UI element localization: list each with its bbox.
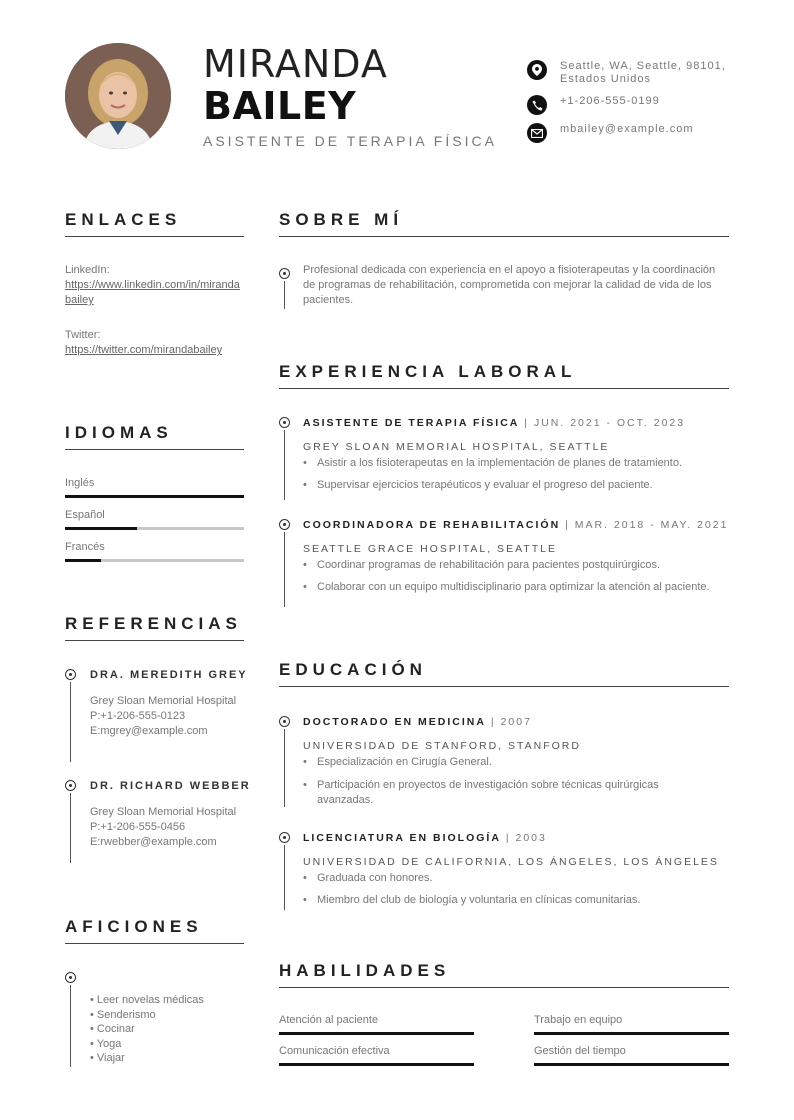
references-heading: REFERENCIAS [65,614,244,641]
timeline-line [70,793,71,863]
language-name: Francés [65,541,105,553]
reference-details [90,694,240,739]
timeline-dot [279,268,290,279]
about-text: Profesional dedicada con experiencia en el apoyo a fisioterapeutas y la coordinación de programas de rehabilitación, comprometida con mejorar la calidad de vida de los pacientes. [303,264,716,306]
reference-phone: P:+1-206-555-0123 [90,710,186,722]
link-label-linkedin: LinkedIn: [65,264,110,276]
skill-item [534,1045,729,1066]
degree-date: | 2007 [485,716,532,728]
education-bullet: • Graduada con honores. [303,871,723,886]
job-org: SEATTLE GRACE HOSPITAL, SEATTLE [303,543,557,555]
first-name: MIRANDA [203,42,388,86]
language-item [65,477,244,498]
reference-details [90,805,240,850]
skill-bar [279,1063,474,1066]
language-level-bar [65,495,244,498]
contact-location [527,60,740,86]
portrait-image [65,43,171,149]
timeline-dot [279,832,290,843]
hobby-item: • Cocinar [90,1023,135,1035]
language-level-bar [65,527,244,530]
skill-item [534,1014,729,1035]
hobby-item: • Leer novelas médicas [90,994,204,1006]
timeline-dot [65,780,76,791]
experience-heading: EXPERIENCIA LABORAL [279,362,729,389]
skill-bar [279,1032,474,1035]
language-item [65,509,244,530]
language-name: Inglés [65,477,95,489]
school: UNIVERSIDAD DE CALIFORNIA, LOS ÁNGELES, LOS ÁNGELES [303,856,719,868]
languages-heading: IDIOMAS [65,423,244,450]
education-bullet: • Miembro del club de biología y voluntaria en clínicas comunitarias. [303,893,723,908]
language-level-fill [65,495,244,498]
education-heading: EDUCACIÓN [279,660,729,687]
degree: LICENCIATURA EN BIOLOGÍA [303,832,501,844]
reference-phone: P:+1-206-555-0456 [90,821,186,833]
job-bullet: • Supervisar ejercicios terapéuticos y evaluar el progreso del paciente. [303,478,723,493]
job-bullet: • Coordinar programas de rehabilitación para pacientes postquirúrgicos. [303,558,723,573]
links-heading: ENLACES [65,210,244,237]
skill-name: Comunicación efectiva [279,1045,390,1057]
hobbies-heading: AFICIONES [65,917,244,944]
reference-name: DRA. MEREDITH GREY [90,669,248,681]
hobbies-list [90,993,204,1066]
job-heading [303,519,728,531]
timeline-dot [65,669,76,680]
job-date: | JUN. 2021 - OCT. 2023 [519,417,686,429]
skills-heading: HABILIDADES [279,961,729,988]
education-bullet: • Especialización en Cirugía General. [303,755,723,770]
email-text: mbailey@example.com [560,123,694,135]
language-level-bar [65,559,244,562]
location-text: Seattle, WA, Seattle, 98101, Estados Unidos [560,60,726,85]
links-list [65,263,244,358]
education-heading-line [303,832,547,844]
timeline-dot [279,716,290,727]
skill-item [279,1045,474,1066]
job-title: ASISTENTE DE TERAPIA FÍSICA [203,133,497,149]
job-heading [303,417,685,429]
hobby-item: • Yoga [90,1037,122,1050]
job-date: | MAR. 2018 - MAY. 2021 [560,519,729,531]
job-role: COORDINADORA DE REHABILITACIÓN [303,519,561,531]
reference-org: Grey Sloan Memorial Hospital [90,806,237,818]
timeline-line [70,985,71,1067]
linkedin-link[interactable]: https://www.linkedin.com/in/mirandabailey [65,279,240,306]
skill-name: Trabajo en equipo [534,1014,623,1026]
education-bullet: • Participación en proyectos de investigación sobre técnicas quirúrgicas avanzadas. [303,778,713,808]
job-bullet: • Asistir a los fisioterapeutas en la implementación de planes de tratamiento. [303,456,723,471]
hobby-item: • Senderismo [90,1008,156,1021]
contact-phone [527,95,740,115]
contact-email [527,123,740,143]
timeline-dot [279,519,290,530]
timeline-line [284,430,285,500]
twitter-link[interactable]: https://twitter.com/mirandabailey [65,344,223,356]
degree-date: | 2003 [500,832,547,844]
degree: DOCTORADO EN MEDICINA [303,716,486,728]
skill-item [279,1014,474,1035]
skill-bar [534,1032,729,1035]
envelope-icon [527,123,547,143]
job-bullet: • Colaborar con un equipo multidisciplinario para optimizar la atención al paciente. [303,580,713,595]
school: UNIVERSIDAD DE STANFORD, STANFORD [303,740,581,752]
language-level-fill [65,527,137,530]
timeline-line [284,729,285,807]
language-name: Español [65,509,105,521]
hobby-item: • Viajar [90,1052,125,1064]
education-heading-line [303,716,532,728]
language-level-fill [65,559,101,562]
profile-photo [65,43,171,149]
job-org: GREY SLOAN MEMORIAL HOSPITAL, SEATTLE [303,441,610,453]
location-pin-icon [527,60,547,80]
reference-org: Grey Sloan Memorial Hospital [90,695,237,707]
about-heading: SOBRE MÍ [279,210,729,237]
last-name: BAILEY [203,84,357,128]
job-role: ASISTENTE DE TERAPIA FÍSICA [303,417,520,429]
timeline-dot [279,417,290,428]
timeline-dot [65,972,76,983]
timeline-line [70,682,71,762]
reference-email: E:rwebber@example.com [90,836,217,848]
skill-name: Atención al paciente [279,1014,379,1026]
timeline-line [284,845,285,910]
reference-email: E:mgrey@example.com [90,725,208,737]
skill-bar [534,1063,729,1066]
reference-name: DR. RICHARD WEBBER [90,780,251,792]
timeline-line [284,532,285,607]
timeline-line [284,281,285,309]
skill-name: Gestión del tiempo [534,1045,626,1057]
language-item [65,541,244,562]
phone-icon [527,95,547,115]
phone-text: +1-206-555-0199 [560,95,660,107]
link-label-twitter: Twitter: [65,329,101,341]
